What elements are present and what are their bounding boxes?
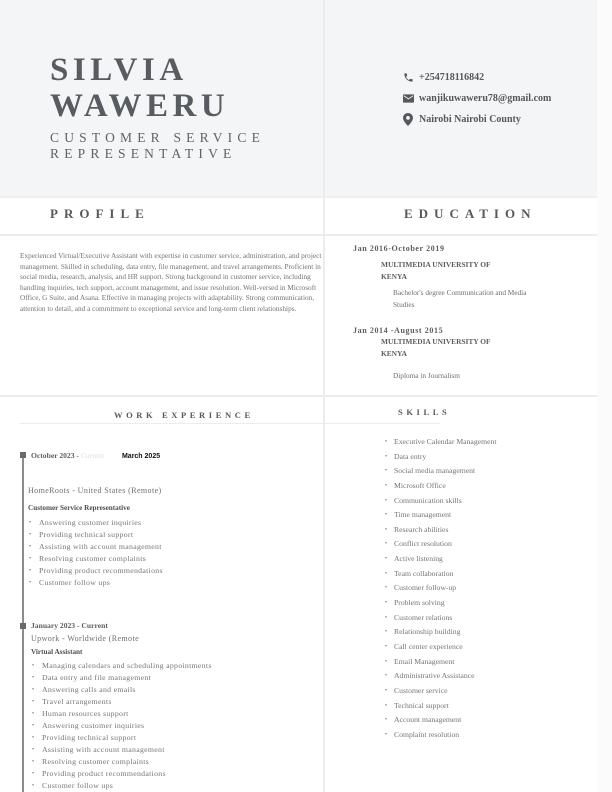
list-item: • Answering customer inquiries xyxy=(32,720,212,732)
skill-item: • Email Management xyxy=(385,656,496,671)
job-role xyxy=(50,130,265,162)
skill-item: • Customer relations xyxy=(385,612,496,627)
divider-skills-title xyxy=(325,423,440,424)
job-date-end: March 2025 xyxy=(121,453,161,460)
skill-item: • Research abilities xyxy=(385,524,496,539)
skill-item: • Customer follow-up xyxy=(385,582,496,597)
divider-header-bottom xyxy=(0,196,597,198)
list-item: • Data entry and file management xyxy=(32,672,212,684)
candidate-name xyxy=(50,52,229,124)
education-school xyxy=(381,336,521,360)
list-item: • Customer follow ups xyxy=(29,577,163,589)
job-title: Virtual Assistant xyxy=(31,648,83,656)
skills-list xyxy=(385,436,496,743)
phone-icon xyxy=(402,71,414,83)
skill-item: • Administrative Assistance xyxy=(385,670,496,685)
skill-item: • Complaint resolution xyxy=(385,729,496,744)
phone-number[interactable]: +254718116842 xyxy=(419,71,485,83)
job-date-obscured: Current xyxy=(80,451,105,460)
first-name: SILVIA xyxy=(50,52,188,88)
role-line-2: REPRESENTATIVE xyxy=(50,146,237,161)
list-item: • Customer follow ups xyxy=(32,780,212,792)
skill-item: • Data entry xyxy=(385,451,496,466)
list-item: • Providing product recommendations xyxy=(29,565,163,577)
job-company: Upwork - Worldwide (Remote xyxy=(31,634,140,643)
school-line-2: KENYA xyxy=(381,272,408,281)
profile-heading: PROFILE xyxy=(50,206,150,221)
list-item: • Resolving customer complaints xyxy=(29,553,163,565)
page-margin xyxy=(597,0,612,792)
school-line-1: MULTIMEDIA UNIVERSITY OF xyxy=(381,260,491,269)
email-address[interactable]: wanjikuwaweru78@gmail.com xyxy=(419,92,552,104)
work-experience-heading: WORK EXPERIENCE xyxy=(114,410,254,420)
skills-heading: SKILLS xyxy=(398,407,451,417)
timeline-marker xyxy=(20,623,26,629)
degree-line-1: Diploma in Journalism xyxy=(393,371,460,380)
job-date-range: January 2023 - Current xyxy=(31,621,108,630)
skill-item: • Technical support xyxy=(385,700,496,715)
job-duties-list xyxy=(29,517,163,589)
role-line-1: CUSTOMER SERVICE xyxy=(50,130,266,145)
skill-item: • Active listening xyxy=(385,553,496,568)
skill-item: • Relationship building xyxy=(385,626,496,641)
list-item: • Answering customer inquiries xyxy=(29,517,163,529)
contact-phone xyxy=(402,71,484,83)
skill-item: • Account management xyxy=(385,714,496,729)
list-item: • Human resources support xyxy=(32,708,212,720)
location: Nairobi Nairobi County xyxy=(419,113,521,125)
contact-location xyxy=(402,113,521,125)
list-item: • Providing technical support xyxy=(29,529,163,541)
divider-section-titles xyxy=(0,234,597,236)
location-pin-icon xyxy=(402,113,414,125)
education-heading: EDUCATION xyxy=(404,206,537,221)
contact-email xyxy=(402,92,551,104)
list-item: • Managing calendars and scheduling appointments xyxy=(32,660,212,672)
job-company: HomeRoots - United States (Remote) xyxy=(28,486,162,495)
mail-icon xyxy=(402,92,414,104)
skill-item: • Social media management xyxy=(385,465,496,480)
education-school xyxy=(381,259,521,283)
divider-mid xyxy=(0,395,597,397)
skill-item: • Team collaboration xyxy=(385,568,496,583)
education-degree xyxy=(393,287,563,310)
timeline-marker xyxy=(20,452,26,458)
skill-item: • Call center experience xyxy=(385,641,496,656)
job-duties-list xyxy=(32,660,212,792)
list-item: • Providing technical support xyxy=(32,732,212,744)
education-degree xyxy=(393,370,563,382)
job-dates xyxy=(31,451,160,460)
profile-summary: Experienced Virtual/Executive Assistant with expertise in customer service, administration, and project management. Skilled in scheduling, data entry, file management, and travel arrangements. Proficient in social media, research, analysis, and HR support. Strong background in customer service, including handling inquiries, tech support, account management, and issue resolution. Well-versed in Microsoft Office, G Suite, and Asana. Effective in managing projects with adaptability. Strong communication, attention to detail, and a commitment to exceptional service and long-term client relationships. xyxy=(20,251,322,313)
list-item: • Assisting with account management xyxy=(32,744,212,756)
skill-item: • Problem solving xyxy=(385,597,496,612)
skill-item: • Conflict resolution xyxy=(385,538,496,553)
job-date-start: October 2023 - xyxy=(31,451,79,460)
list-item: • Answering calls and emails xyxy=(32,684,212,696)
degree-line-1: Bachelor's degree Communication and Media xyxy=(393,288,527,297)
list-item: • Travel arrangements xyxy=(32,696,212,708)
divider-work-title xyxy=(20,423,323,424)
list-item: • Providing product recommendations xyxy=(32,768,212,780)
skill-item: • Time management xyxy=(385,509,496,524)
skill-item: • Communication skills xyxy=(385,495,496,510)
degree-line-2: Studies xyxy=(393,299,415,309)
list-item: • Resolving customer complaints xyxy=(32,756,212,768)
school-line-2: KENYA xyxy=(381,349,408,358)
list-item: • Assisting with account management xyxy=(29,541,163,553)
education-dates: Jan 2014 -August 2015 xyxy=(353,326,444,335)
skill-item: • Customer service xyxy=(385,685,496,700)
job-title: Customer Service Representative xyxy=(28,504,130,512)
last-name: WAWERU xyxy=(50,88,230,124)
education-dates: Jan 2016-October 2019 xyxy=(353,244,445,253)
skill-item: • Executive Calendar Management xyxy=(385,436,496,451)
skill-item: • Microsoft Office xyxy=(385,480,496,495)
school-line-1: MULTIMEDIA UNIVERSITY OF xyxy=(381,337,491,346)
job-dates xyxy=(31,621,108,630)
